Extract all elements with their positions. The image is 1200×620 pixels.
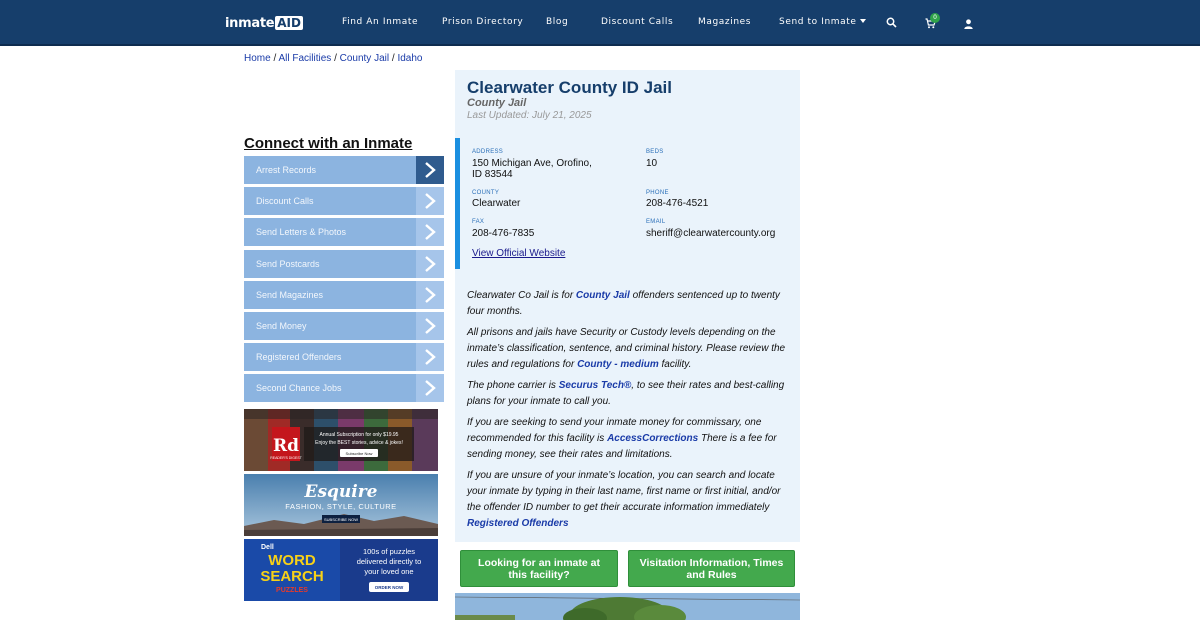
address-label: ADDRESS [472,149,504,155]
readers-digest-ad[interactable] [244,409,438,471]
desc-text: offenders sentenced up to twenty four months. [467,290,780,317]
address-line2: ID 83544 [472,169,513,180]
nav-blog[interactable]: Blog [546,17,569,27]
official-website-link[interactable]: View Official Website [472,248,566,259]
chevron-right-icon [416,156,444,184]
desc-text: Clearwater Co Jail is for [467,290,576,301]
menu-item-discount-calls[interactable] [244,187,444,215]
esquire-logo: Esquire [304,482,378,502]
breadcrumb-separator: / [273,53,277,64]
esquire-subscribe-button: SUBSCRIBE NOW [323,517,359,522]
site-logo[interactable] [225,14,303,32]
puzzles-title: PUZZLES [276,587,308,594]
nav-send-to-inmate-label: Send to Inmate [779,17,857,27]
phone-value[interactable]: 208-476-4521 [646,198,709,209]
county-label: COUNTY [472,190,500,196]
esquire-tagline: FASHION, STYLE, CULTURE [285,502,397,511]
last-updated: Last Updated: July 21, 2025 [467,110,592,121]
rd-tagline: Enjoy the BEST stories, advice & jokes! [315,440,403,446]
word-title: WORD [268,552,316,569]
word-search-ad-art [244,539,438,601]
desc-text: facility. [658,359,692,370]
nav-send-to-inmate-dropdown[interactable] [779,17,866,27]
menu-item-label: Send Postcards [256,258,320,269]
desc-text: If you are unsure of your inmate’s location, you can search and locate your inmate by typing in their last name, first name or first initial, and/or the offender ID number to get their accurate information immediately [467,470,781,513]
menu-item-arrest-records[interactable] [244,156,444,184]
ws-copy-line3: your loved one [364,567,414,576]
email-value[interactable]: sheriff@clearwatercounty.org [646,228,776,239]
registered-offenders-link[interactable]: Registered Offenders [467,518,569,529]
desc-text: The phone carrier is [467,380,559,391]
menu-item-label: Arrest Records [256,165,317,175]
nav-discount-calls[interactable]: Discount Calls [601,17,674,27]
ws-copy-line1: 100s of puzzles [362,547,416,556]
chevron-right-icon [416,187,444,215]
menu-item-label: Discount Calls [256,196,314,207]
beds-label: BEDS [646,149,664,155]
connect-menu [244,156,444,406]
address-line1: 150 Michigan Ave, Orofino, [472,158,592,169]
breadcrumb-separator: / [391,53,395,64]
description-paragraph [467,378,791,410]
menu-item-registered-offenders[interactable] [244,343,444,371]
cart-count-badge: 0 [930,13,940,23]
menu-item-label: Second Chance Jobs [256,383,342,394]
logo-badge: AID [277,16,301,30]
menu-item-label: Send Money [256,320,307,331]
chevron-right-icon [416,250,444,278]
county-medium-link[interactable]: County - medium [577,359,659,370]
access-corrections-link[interactable]: AccessCorrections [607,433,699,444]
fax-label: FAX [472,219,485,225]
description-paragraph [467,415,791,463]
chevron-right-icon [416,218,444,246]
securus-tech-link[interactable]: Securus Tech® [558,380,632,391]
breadcrumb [244,53,422,64]
chevron-down-icon [860,19,866,23]
phone-label: PHONE [646,190,669,196]
menu-item-label: Send Magazines [256,289,324,300]
menu-item-send-magazines[interactable] [244,281,444,309]
description-paragraph [467,288,791,320]
desc-text: , to see their rates and best-calling plans for your inmate to call you. [467,380,785,407]
fax-value: 208-476-7835 [472,228,535,239]
connect-heading: Connect with an Inmate [244,135,413,152]
description-paragraph [467,325,791,373]
description-paragraph [467,468,791,532]
breadcrumb-county-jail[interactable]: County Jail [339,53,390,64]
dell-brand: Dell [261,544,274,551]
user-icon[interactable] [964,16,973,34]
chevron-right-icon [416,312,444,340]
facility-title: Clearwater County ID Jail [467,78,673,97]
breadcrumb-idaho[interactable]: Idaho [397,53,423,64]
menu-item-send-money[interactable] [244,312,444,340]
word-search-ad[interactable] [244,539,438,601]
desc-text: There is a fee for sending money, see their rates and limitations. [467,433,777,460]
search-icon[interactable] [886,15,897,33]
county-value: Clearwater [472,198,521,209]
readers-digest-ad-art [244,409,438,471]
nav-magazines[interactable]: Magazines [698,17,752,27]
breadcrumb-separator: / [334,53,337,64]
menu-item-label: Send Letters & Photos [256,227,347,238]
menu-item-second-chance-jobs[interactable] [244,374,444,402]
chevron-right-icon [416,374,444,402]
chevron-right-icon [416,281,444,309]
chevron-right-icon [416,343,444,371]
desc-text: All prisons and jails have Security or Custody levels depending on the inmate’s classification, sentence, and criminal history. Please review the rules and regulations for [467,327,786,370]
top-navbar [0,0,1200,46]
breadcrumb-home[interactable]: Home [244,53,271,64]
email-label: EMAIL [646,219,666,225]
rd-logo: Rd [272,436,300,456]
esquire-ad-art [244,474,438,536]
menu-item-label: Registered Offenders [256,352,342,363]
rd-brand: READER'S DIGEST [270,456,302,460]
nav-prison-directory[interactable]: Prison Directory [442,17,524,27]
logo-text: inmate [225,15,275,31]
desc-text: If you are seeking to send your inmate money for commissary, one recommended for this facility is [467,417,762,444]
esquire-ad[interactable] [244,474,438,536]
find-inmate-at-facility-button[interactable]: Looking for an inmate at this facility? [460,550,618,587]
ws-order-button: ORDER NOW [374,585,404,590]
facility-type: County Jail [467,97,527,109]
rd-offer: Annual Subscription for only $19.95 [319,432,399,438]
rd-subscribe-button: Subscribe Now [345,451,373,456]
nav-find-inmate[interactable]: Find An Inmate [342,17,419,27]
ws-copy-line2: delivered directly to [356,557,422,566]
menu-item-send-postcards[interactable] [244,250,444,278]
facility-photo-art [455,593,800,620]
menu-item-send-letters-photos[interactable] [244,218,444,246]
visitation-info-button[interactable]: Visitation Information, Times and Rules [628,550,795,587]
search-title: SEARCH [260,568,324,585]
facility-photo [455,593,800,620]
beds-value: 10 [646,158,658,169]
breadcrumb-all-facilities[interactable]: All Facilities [278,53,332,64]
county-jail-link[interactable]: County Jail [575,290,630,301]
